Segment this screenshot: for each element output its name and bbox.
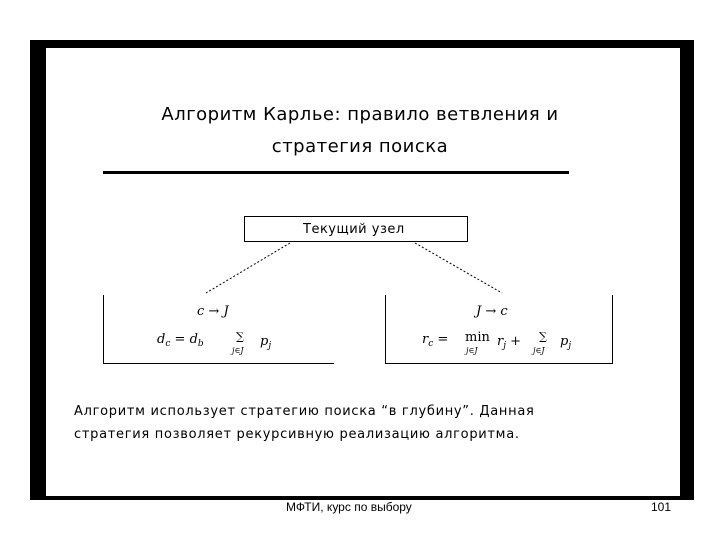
- left-sum-term-p: p: [260, 334, 269, 349]
- body-text-line-1: Алгоритм использует стратегию поиска “в глубину”. Данная: [74, 404, 535, 419]
- left-branch-equation: [157, 332, 204, 349]
- right-min-term-r: r: [497, 334, 504, 349]
- right-branch-header: [476, 304, 508, 319]
- right-min-operator: min: [465, 330, 490, 345]
- right-eq-equals: =: [437, 332, 449, 347]
- right-sum-index: j∈J: [533, 346, 545, 355]
- footer-course: МФТИ, курс по выбору: [286, 500, 412, 514]
- right-sum-term-sub: j: [568, 341, 572, 351]
- right-eq-lhs-sub: c: [428, 339, 434, 349]
- connector-right: [415, 243, 502, 293]
- right-min-term-sub: j: [503, 341, 507, 351]
- left-eq-equals: =: [174, 332, 186, 347]
- right-sum-term: [560, 334, 571, 351]
- left-header-from: c: [197, 304, 205, 319]
- left-sum-term: [260, 334, 271, 351]
- slide-title-line-1: Алгоритм Карлье: правило ветвления и: [161, 104, 559, 125]
- left-sum-term-sub: j: [268, 341, 272, 351]
- right-sum-term-p: p: [560, 334, 569, 349]
- left-eq-rhs: d: [189, 332, 198, 347]
- left-branch-header: [197, 304, 229, 319]
- right-plus: +: [510, 334, 522, 349]
- left-sum-index: j∈J: [232, 346, 244, 355]
- right-min-index: j∈J: [466, 346, 478, 355]
- left-sum-sign: ∑: [236, 330, 244, 343]
- right-min-term: [497, 334, 521, 351]
- left-eq-rhs-sub: b: [197, 339, 204, 349]
- right-header-from: J: [476, 304, 482, 319]
- left-header-arrow: →: [208, 304, 220, 319]
- left-header-to: J: [223, 304, 229, 319]
- right-header-to: c: [500, 304, 508, 319]
- body-text-line-2: стратегия позволяет рекурсивную реализацию алгоритма.: [74, 427, 520, 442]
- right-header-arrow: →: [485, 304, 497, 319]
- footer-page-number: 101: [651, 500, 672, 514]
- right-branch-equation: [422, 332, 448, 349]
- current-node-label: Текущий узел: [303, 222, 405, 237]
- current-node-box: [244, 216, 468, 242]
- connector-left: [206, 243, 290, 293]
- slide-title-line-2: стратегия поиска: [271, 136, 449, 157]
- left-eq-lhs: d: [157, 332, 166, 347]
- left-eq-lhs-sub: c: [165, 339, 171, 349]
- right-sum-sign: ∑: [539, 330, 547, 343]
- right-eq-lhs: r: [422, 332, 429, 347]
